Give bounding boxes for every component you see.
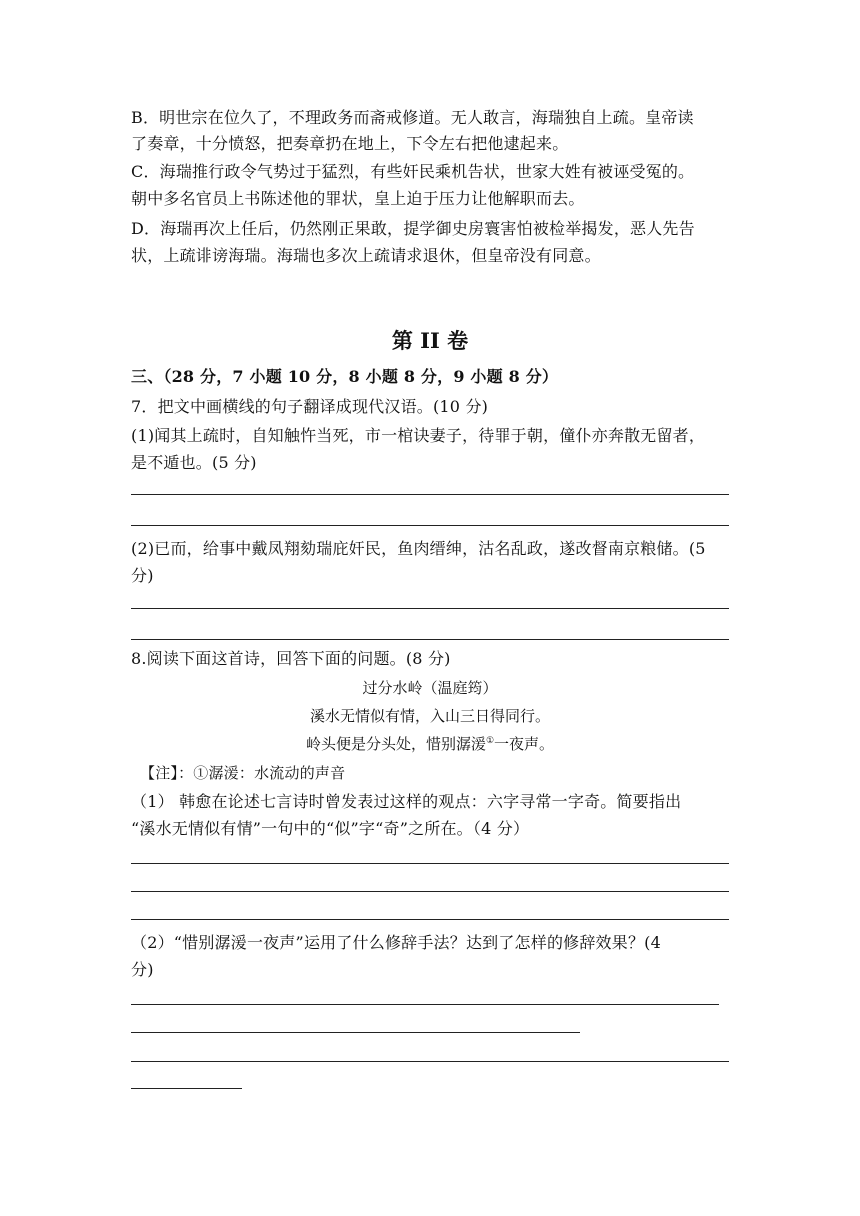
part-title: 第 II 卷 xyxy=(391,328,469,353)
poem-line-2 xyxy=(0,733,860,755)
poem-line-1: 溪水无情似有情，入山三日得同行。 xyxy=(309,707,550,725)
footnote-marker: ① xyxy=(485,736,495,746)
option-d-line1: D．海瑞再次上任后，仍然刚正果敢，提学御史房寰害怕被检举揭发，恶人先告 xyxy=(131,219,695,238)
poem-line-2-part2: 一夜声。 xyxy=(494,735,555,753)
q7-sub1-line1: (1)闻其上疏时，自知触忤当死，市一棺诀妻子，待罪于朝，僮仆亦奔散无留者， xyxy=(131,426,706,445)
poem-note: 【注】：①潺湲：水流动的声音 xyxy=(140,764,346,782)
q8-stem: 8.阅读下面这首诗，回答下面的问题。(8 分) xyxy=(131,649,451,668)
q8-sub2-line1: （2）“惜别潺湲一夜声”运用了什么修辞手法？达到了怎样的修辞效果？(4 xyxy=(131,933,661,952)
answer-line[interactable] xyxy=(529,494,729,495)
q7-sub1-line2: 是不遁也。(5 分) xyxy=(131,453,257,472)
q8-sub1-line2: “溪水无情似有情”一句中的“似”字“奇”之所在。（4 分） xyxy=(131,819,530,838)
answer-line[interactable] xyxy=(131,1032,580,1033)
q8-sub2-line2: 分) xyxy=(131,960,154,979)
answer-line[interactable] xyxy=(131,863,729,864)
answer-line[interactable] xyxy=(131,1061,729,1062)
q8-sub1-line1: （1） 韩愈在论述七言诗时曾发表过这样的观点：六字寻常一字奇。简要指出 xyxy=(131,792,682,811)
option-c-line2: 朝中多名官员上书陈述他的罪状，皇上迫于压力让他解职而去。 xyxy=(131,189,585,208)
answer-line[interactable] xyxy=(131,494,529,495)
option-d-line2: 状，上疏诽谤海瑞。海瑞也多次上疏请求退休，但皇帝没有同意。 xyxy=(131,246,601,265)
q7-sub2-line1: (2)已而，给事中戴凤翔劾瑞庇奸民，鱼肉缙绅，沽名乱政，遂改督南京粮储。(5 xyxy=(131,539,706,558)
poem-title: 过分水岭（温庭筠） xyxy=(362,679,498,697)
option-c-line1: C．海瑞推行政令气势过于猛烈，有些奸民乘机告状，世家大姓有被诬受冤的。 xyxy=(131,162,695,181)
answer-line[interactable] xyxy=(131,608,729,609)
answer-line[interactable] xyxy=(131,1088,242,1089)
answer-line[interactable] xyxy=(131,1004,719,1005)
answer-line[interactable] xyxy=(131,525,729,526)
poem-line-2-part1: 岭头便是分头处，惜别潺湲 xyxy=(305,735,486,753)
answer-line[interactable] xyxy=(131,919,729,920)
answer-line[interactable] xyxy=(131,639,729,640)
option-b-line2: 了奏章，十分愤怒，把奏章扔在地上，下令左右把他逮起来。 xyxy=(131,134,569,153)
q7-sub2-line2: 分) xyxy=(131,566,154,585)
q7-stem: 7．把文中画横线的句子翻译成现代汉语。(10 分) xyxy=(131,397,489,416)
option-b-line1: B．明世宗在位久了，不理政务而斋戒修道。无人敢言，海瑞独自上疏。皇帝读 xyxy=(131,108,694,127)
section-header: 三、（28 分，7 小题 10 分，8 小题 8 分，9 小题 8 分） xyxy=(131,367,559,386)
answer-line[interactable] xyxy=(131,891,729,892)
